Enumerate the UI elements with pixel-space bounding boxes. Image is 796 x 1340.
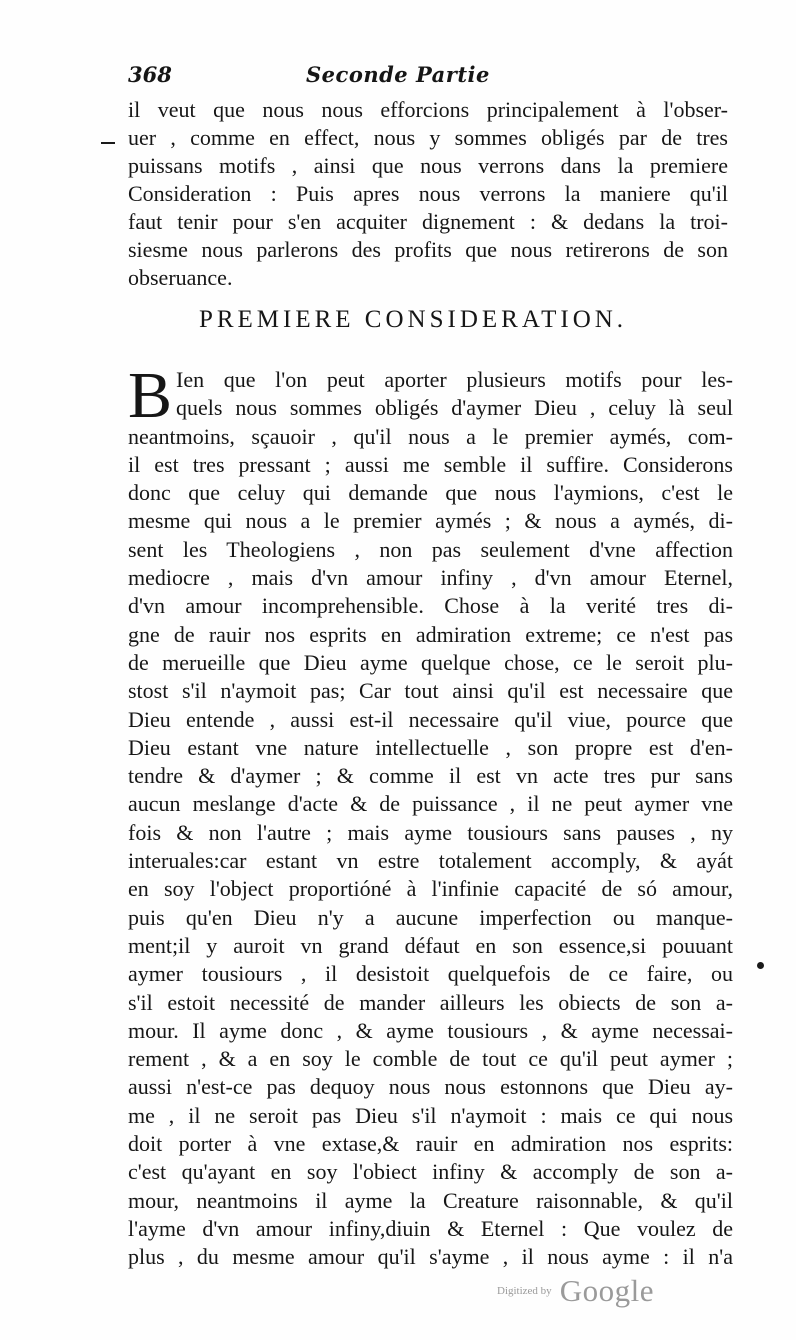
text-line: mour, neantmoins il ayme la Creature raisonnable, & qu'il	[128, 1187, 733, 1213]
text-line: me , il ne seroit pas Dieu s'il n'aymoit : mais ce qui nous	[128, 1102, 733, 1128]
text-line: Dieu estant vne nature intellectuelle , son propre est d'en-	[128, 734, 733, 760]
text-line: aussi n'est-ce pas dequoy nous nous estonnons que Dieu ay-	[128, 1074, 733, 1100]
text-line: ment;il y auroit vn grand défaut en son essence,si pouuant	[128, 932, 733, 958]
body-paragraph	[128, 359, 733, 1272]
text-line: gne de rauir nos esprits en admiration extreme; ce n'est pas	[128, 621, 733, 647]
text-line: faut tenir pour s'en acquiter dignement : & dedans la troi-	[128, 209, 728, 234]
text-line: siesme nous parlerons des profits que nous retirerons de son	[128, 237, 728, 262]
text-line: mediocre , mais d'vn amour infiny , d'vn amour Eternel,	[128, 565, 733, 591]
text-line: mesme qui nous a le premier aymés ; & nous a aymés, di-	[128, 508, 733, 534]
intro-paragraph	[128, 96, 728, 292]
text-line: mour. Il ayme donc , & ayme tousiours , & ayme necessai-	[128, 1017, 733, 1043]
page-number: 368	[128, 62, 172, 87]
digitization-watermark	[497, 1273, 654, 1313]
margin-mark	[101, 142, 115, 144]
text-line: l'ayme d'vn amour infiny,diuin & Eternel : Que voulez de	[128, 1215, 733, 1241]
text-line: interuales:car estant vn estre totalement accomply, & ayát	[128, 848, 733, 874]
text-line: s'il estoit necessité de mander ailleurs les obiects de son a-	[128, 989, 733, 1015]
section-heading: PREMIERE CONSIDERATION.	[198, 306, 628, 333]
page-header	[128, 58, 688, 92]
text-line: aymer tousiours , il desistoit quelquefois de ce faire, ou	[128, 961, 733, 987]
text-line: tendre & d'aymer ; & comme il est vn acte tres pur sans	[128, 763, 733, 789]
running-head: Seconde Partie	[306, 62, 490, 87]
text-line: puis qu'en Dieu n'y a aucune imperfection ou manque-	[128, 904, 733, 930]
text-line: doit porter à vne extase,& rauir en admiration nos esprits:	[128, 1131, 733, 1157]
text-line: plus , du mesme amour qu'il s'ayme , il nous ayme : il n'a	[128, 1244, 733, 1270]
margin-mark-dot	[757, 962, 764, 969]
text-line: aucun meslange d'acte & de puissance , il ne peut aymer vne	[128, 791, 733, 817]
watermark-caption: Digitized by	[497, 1285, 552, 1297]
text-line: quels nous sommes obligés d'aymer Dieu , celuy là seul	[176, 395, 733, 421]
text-line: de merueille que Dieu ayme quelque chose, ce le seroit plu-	[128, 649, 733, 675]
text-line: il est tres pressant ; aussi me semble il suffire. Considerons	[128, 451, 733, 477]
google-logo: Google	[559, 1273, 654, 1308]
text-line: Consideration : Puis apres nous verrons la maniere qu'il	[128, 181, 728, 206]
text-line: obseruance.	[128, 265, 233, 290]
text-line: d'vn amour incomprehensible. Chose à la verité tres di-	[128, 593, 733, 619]
text-line: Ien que l'on peut aporter plusieurs motifs pour les-	[176, 367, 733, 392]
text-line: en soy l'object proportióné à l'infinie capacité de só amour,	[128, 876, 733, 902]
text-line: uer , comme en effect, nous y sommes obligés par de tres	[128, 125, 728, 150]
text-line: c'est qu'ayant en soy l'obiect infiny & accomply de son a-	[128, 1159, 733, 1185]
text-line: puissans motifs , ainsi que nous verrons dans la premiere	[128, 153, 728, 178]
text-line: stost s'il n'aymoit pas; Car tout ainsi qu'il est necessaire que	[128, 678, 733, 704]
text-line: donc que celuy qui demande que nous l'aymions, c'est le	[128, 480, 733, 506]
text-line: il veut que nous nous efforcions principalement à l'obser-	[128, 97, 728, 122]
text-line: sent les Theologiens , non pas seulement d'vne affection	[128, 536, 733, 562]
text-line: rement , & a en soy le comble de tout ce qu'il peut aymer ;	[128, 1046, 733, 1072]
drop-cap: B	[128, 359, 173, 432]
text-line: neantmoins, sçauoir , qu'il nous a le premier aymés, com-	[128, 423, 733, 449]
text-line: fois & non l'autre ; mais ayme tousiours sans pauses , ny	[128, 819, 733, 845]
text-line: Dieu entende , aussi est-il necessaire qu'il viue, pource que	[128, 706, 733, 732]
